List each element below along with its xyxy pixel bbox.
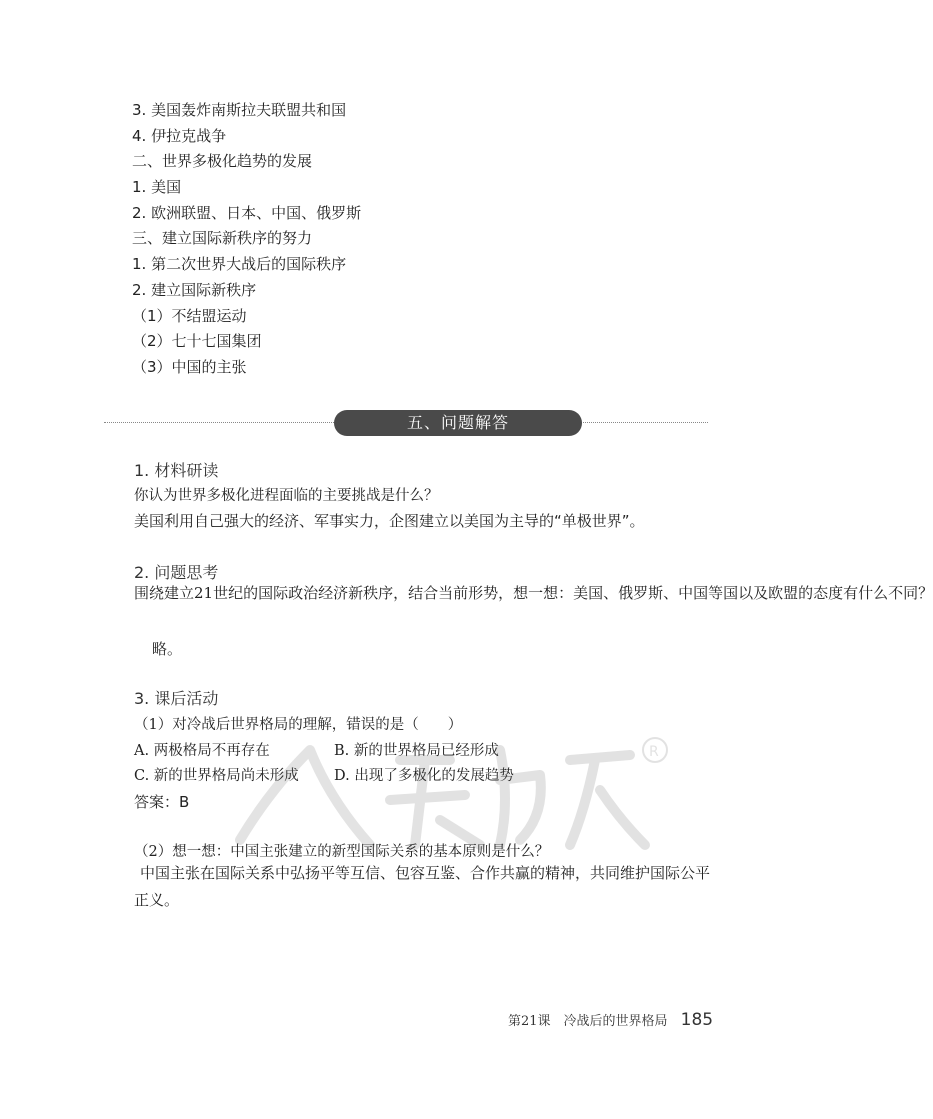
- outline-item: 2. 欧洲联盟、日本、中国、俄罗斯: [132, 203, 362, 222]
- footer-lesson-title: 第21课 冷战后的世界格局: [508, 1014, 668, 1029]
- question-2-answer: 中国主张在国际关系中弘扬平等互信、包容互鉴、合作共赢的精神，共同维护国际公平正义。: [134, 864, 711, 909]
- svg-text:R: R: [649, 744, 659, 760]
- heading-after-class: 3. 课后活动: [134, 689, 219, 708]
- option-d: D. 出现了多极化的发展趋势: [334, 768, 514, 784]
- outline-item: （2）七十七国集团: [132, 332, 262, 351]
- heading-material-reading: 1. 材料研读: [134, 461, 219, 480]
- outline-item: （3）中国的主张: [132, 357, 247, 376]
- question-1-answer: 答案：B: [134, 793, 190, 811]
- outline-item: 三、建立国际新秩序的努力: [132, 229, 313, 248]
- outline-item: 二、世界多极化趋势的发展: [132, 152, 313, 171]
- outline-item: 2. 建立国际新秩序: [132, 280, 257, 299]
- section-divider: [104, 408, 708, 438]
- lesson-outline: [132, 98, 361, 381]
- answer-text: 美国利用自己强大的经济、军事实力，企图建立以美国为主导的“单极世界”。: [134, 512, 645, 530]
- outline-item: 3. 美国轰炸南斯拉夫联盟共和国: [132, 101, 347, 119]
- outline-item: 4. 伊拉克战争: [132, 126, 227, 145]
- question-text: 你认为世界多极化进程面临的主要挑战是什么？: [134, 488, 439, 504]
- option-b: B. 新的世界格局已经形成: [334, 743, 499, 759]
- heading-question-thinking: 2. 问题思考: [134, 563, 219, 582]
- option-c: C. 新的世界格局尚未形成: [134, 768, 299, 784]
- page-number: 185: [680, 1010, 714, 1030]
- section-title: 五、问题解答: [334, 410, 582, 436]
- outline-item: 1. 第二次世界大战后的国际秩序: [132, 255, 347, 274]
- question-2: （2）想一想：中国主张建立的新型国际关系的基本原则是什么？: [134, 844, 550, 860]
- answer-text: 略。: [152, 640, 183, 658]
- outline-item: （1）不结盟运动: [132, 306, 247, 325]
- publisher-watermark-icon: [200, 720, 670, 860]
- question-text: 围绕建立21世纪的国际政治经济新秩序，结合当前形势，想一想：美国、俄罗斯、中国等国以及欧盟的态度有什么不同？: [134, 584, 933, 602]
- option-a: A. 两极格局不再存在: [134, 743, 270, 759]
- question-1: （1）对冷战后世界格局的理解，错误的是（ ）: [134, 717, 463, 733]
- outline-item: 1. 美国: [132, 178, 182, 197]
- page-footer: [508, 1010, 713, 1030]
